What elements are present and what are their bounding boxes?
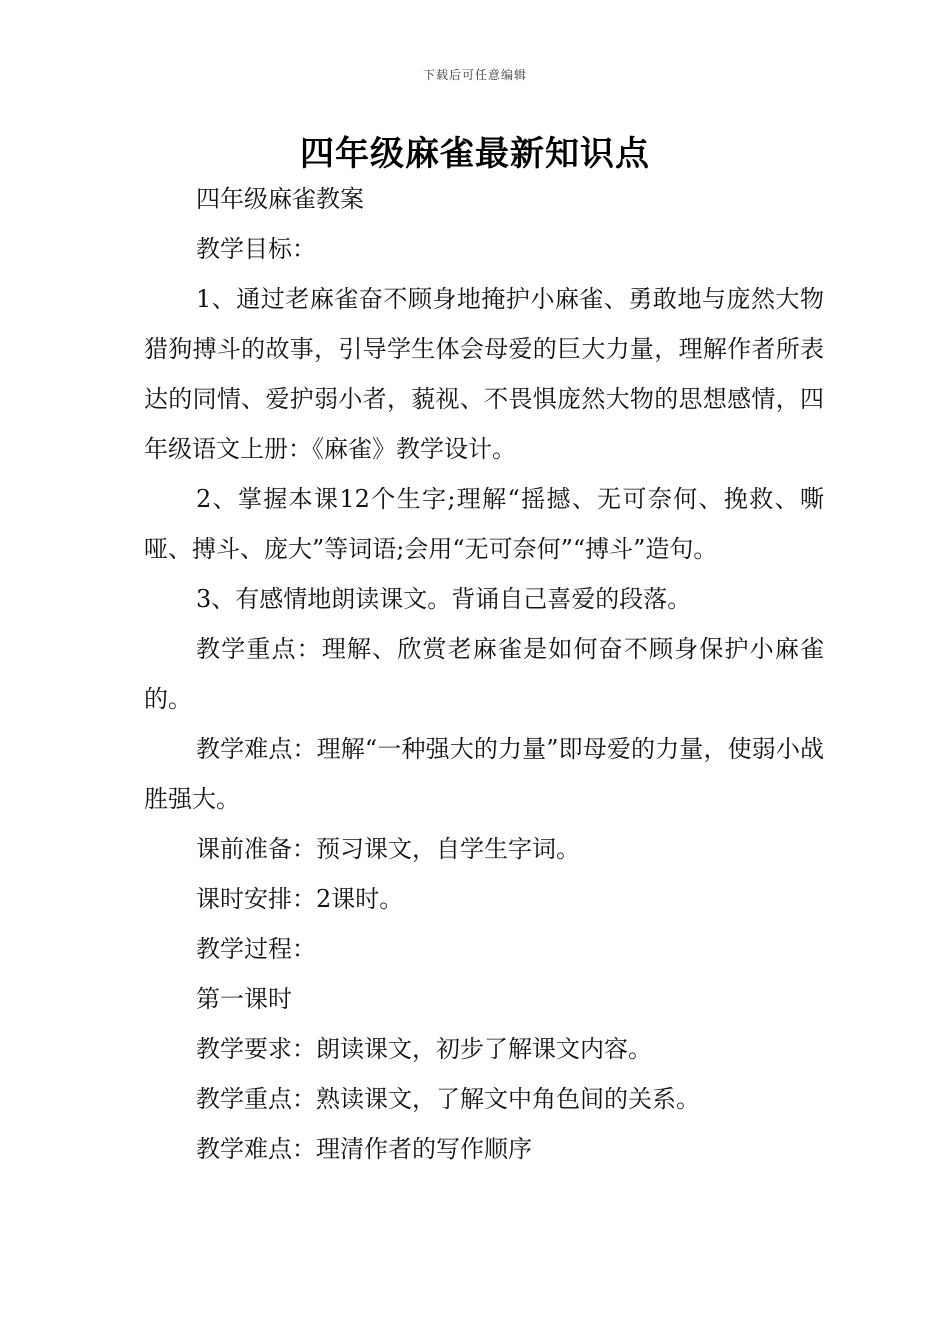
paragraph-goal-1: 1、通过老麻雀奋不顾身地掩护小麻雀、勇敢地与庞然大物猎狗搏斗的故事，引导学生体会母爱的巨大力量，理解作者所表达的同情、爱护弱小者，藐视、不畏惧庞然大物的思想感情，四年级语文上册：《麻雀》教学设计。 bbox=[144, 285, 824, 463]
paragraph-teaching-goals-label: 教学目标： bbox=[196, 235, 316, 263]
paragraph-preparation: 课前准备：预习课文，自学生字词。 bbox=[196, 835, 580, 863]
paragraph-goal-2: 2、掌握本课12个生字;理解“摇撼、无可奈何、挽救、嘶哑、搏斗、庞大”等词语;会用“无可奈何”“搏斗”造句。 bbox=[144, 485, 824, 563]
paragraph-process-label: 教学过程： bbox=[196, 935, 316, 963]
paragraph-first-lesson: 第一课时 bbox=[196, 985, 292, 1013]
paragraph-difficulty: 教学难点：理解“一种强大的力量”即母爱的力量，使弱小战胜强大。 bbox=[144, 735, 824, 813]
paragraph-key-point: 教学重点：理解、欣赏老麻雀是如何奋不顾身保护小麻雀的。 bbox=[144, 635, 824, 713]
document-body bbox=[144, 174, 824, 1174]
paragraph-goal-3: 3、有感情地朗读课文。背诵自己喜爱的段落。 bbox=[196, 585, 692, 613]
paragraph-lesson-plan-heading: 四年级麻雀教案 bbox=[196, 185, 364, 213]
page-title: 四年级麻雀最新知识点 bbox=[300, 134, 650, 174]
header-note: 下载后可任意编辑 bbox=[422, 68, 527, 82]
paragraph-schedule: 课时安排：2课时。 bbox=[196, 885, 404, 913]
paragraph-first-lesson-requirement: 教学要求：朗读课文，初步了解课文内容。 bbox=[196, 1035, 652, 1063]
paragraph-first-lesson-key-point: 教学重点：熟读课文，了解文中角色间的关系。 bbox=[196, 1085, 700, 1113]
paragraph-first-lesson-difficulty: 教学难点：理清作者的写作顺序 bbox=[196, 1135, 532, 1163]
